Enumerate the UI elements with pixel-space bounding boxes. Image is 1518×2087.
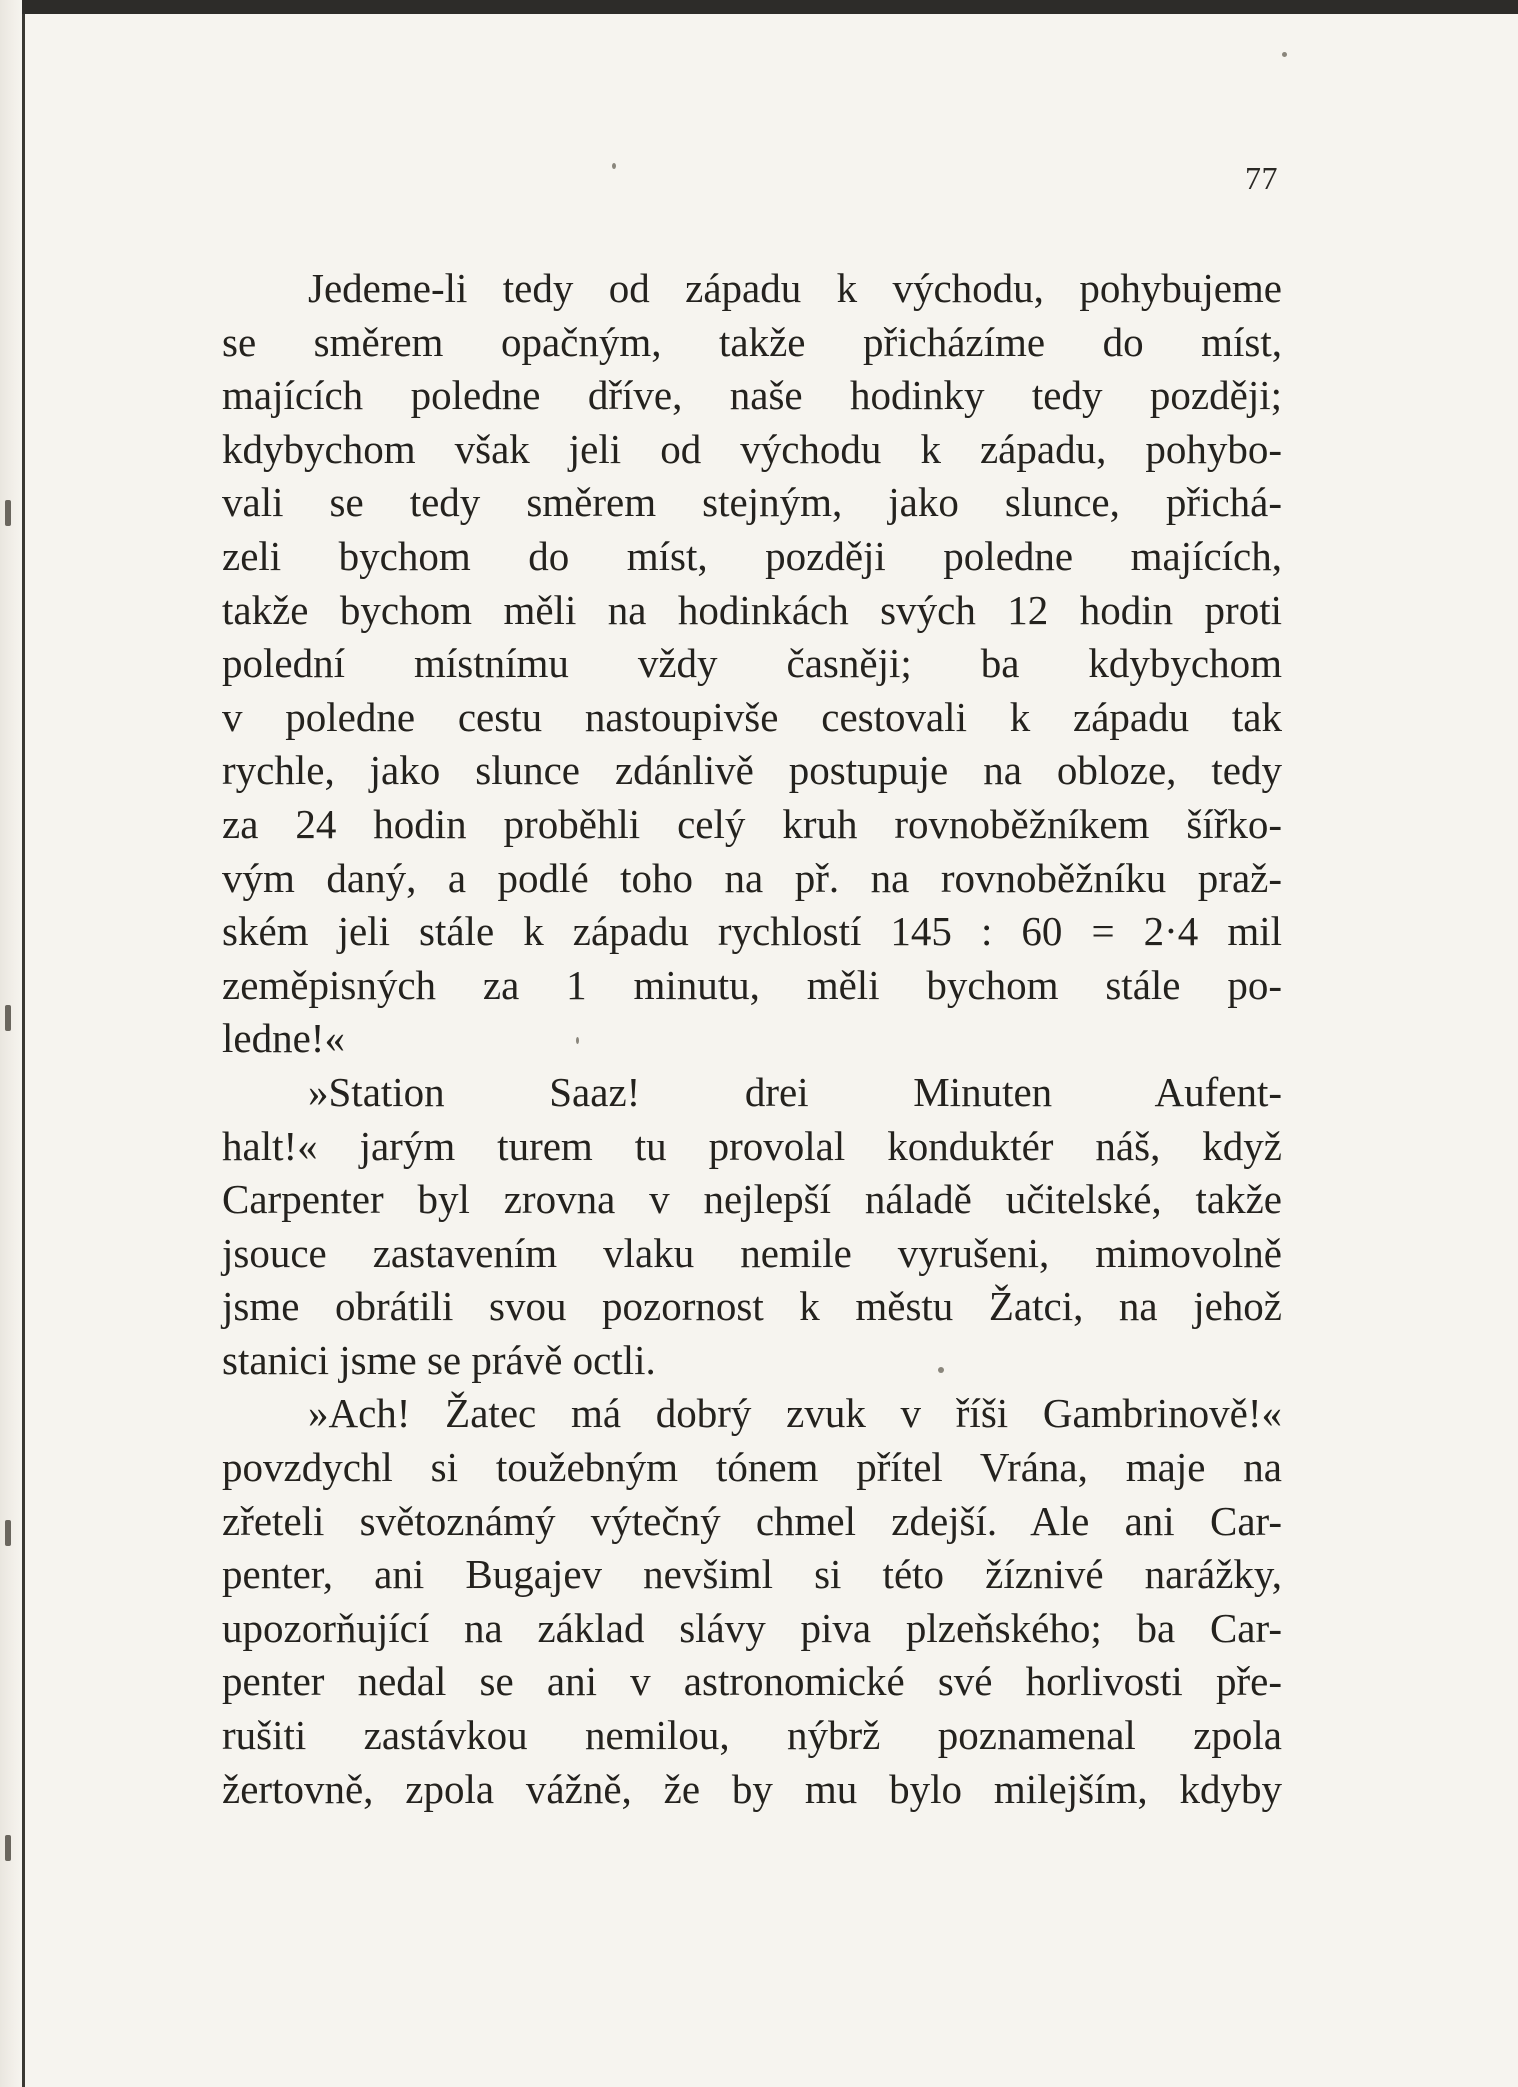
- text-line: žertovně, zpola vážně, že by mu bylo milejším, kdyby: [222, 1765, 1282, 1812]
- page-left-edge: [0, 0, 22, 2087]
- text-line: penter nedal se ani v astronomické své horlivosti pře-: [222, 1658, 1282, 1705]
- text-line: povzdychl si toužebným tónem přítel Vrána, maje na: [222, 1444, 1282, 1491]
- text-line: kdybychom však jeli od východu k západu, pohybo-: [222, 425, 1282, 472]
- text-line: rychle, jako slunce zdánlivě postupuje na obloze, tedy: [222, 747, 1282, 794]
- text-line: stanici jsme se právě octli.: [222, 1336, 656, 1383]
- body-text: [222, 262, 1282, 1816]
- text-line: upozorňující na základ slávy piva plzeňského; ba Car-: [222, 1604, 1282, 1651]
- paper-speck: [612, 163, 616, 169]
- text-line: jsouce zastavením vlaku nemile vyrušeni, mimovolně: [222, 1229, 1282, 1276]
- text-line: vým daný, a podlé toho na př. na rovnoběžníku praž-: [222, 854, 1282, 901]
- text-line: halt!« jarým turem tu provolal konduktér náš, když: [222, 1122, 1282, 1169]
- text-line: Jedeme-li tedy od západu k východu, pohybujeme: [308, 265, 1282, 311]
- text-line: rušiti zastávkou nemilou, nýbrž poznamenal zpola: [222, 1712, 1282, 1759]
- page-top-edge: [22, 0, 1518, 14]
- text-line: vali se tedy směrem stejným, jako slunce, přichá-: [222, 479, 1282, 526]
- text-line: za 24 hodin proběhli celý kruh rovnoběžníkem šířko-: [222, 800, 1282, 847]
- page-number: 77: [1245, 160, 1278, 196]
- text-line: polední místnímu vždy časněji; ba kdybychom: [222, 640, 1282, 687]
- spine-mark: [5, 1835, 11, 1861]
- text-line: penter, ani Bugajev nevšiml si této žíznivé narážky,: [222, 1551, 1282, 1598]
- text-line: se směrem opačným, takže přicházíme do míst,: [222, 318, 1282, 365]
- text-line: zeměpisných za 1 minutu, měli bychom stále po-: [222, 961, 1282, 1008]
- paper-speck: [1282, 52, 1287, 57]
- text-line: Carpenter byl zrovna v nejlepší náladě učitelské, takže: [222, 1176, 1282, 1223]
- text-line: »Ach! Žatec má dobrý zvuk v říši Gambrinově!«: [308, 1390, 1282, 1437]
- spine-mark: [5, 1520, 11, 1546]
- text-line: jsme obrátili svou pozornost k městu Žatci, na jehož: [222, 1283, 1282, 1330]
- text-line: takže bychom měli na hodinkách svých 12 hodin proti: [222, 586, 1282, 633]
- spine-mark: [5, 1005, 11, 1031]
- text-line: v poledne cestu nastoupivše cestovali k západu tak: [222, 693, 1282, 740]
- text-line: ském jeli stále k západu rychlostí 145 : 60 = 2·4 mil: [222, 908, 1282, 955]
- text-line: »Station Saaz! drei Minuten Aufent-: [308, 1068, 1282, 1115]
- spine-mark: [5, 500, 11, 526]
- text-line: majících poledne dříve, naše hodinky tedy později;: [222, 372, 1282, 419]
- text-line: ledne!«: [222, 1015, 345, 1062]
- page-spine-line: [22, 0, 25, 2087]
- text-line: zřeteli světoznámý výtečný chmel zdejší. Ale ani Car-: [222, 1497, 1282, 1544]
- text-line: zeli bychom do míst, později poledne majících,: [222, 532, 1282, 579]
